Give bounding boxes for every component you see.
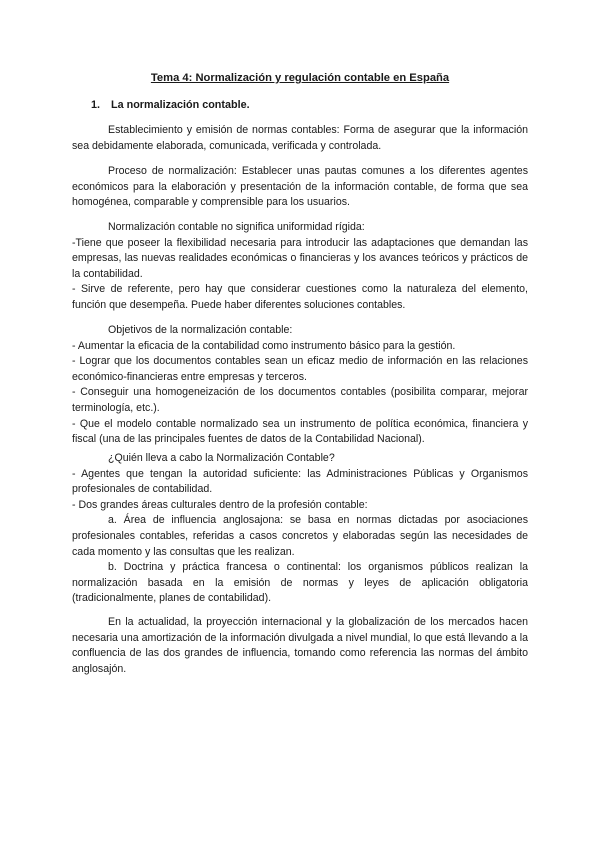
- paragraph-intro: Objetivos de la normalización contable:: [108, 324, 293, 336]
- paragraph-text: Establecimiento y emisión de normas contables: Forma de asegurar que la información sea debidamente elaborada, comunicada, verificada y controlada.: [72, 124, 528, 152]
- paragraph-proceso: [72, 164, 528, 211]
- list-item: - Lograr que los documentos contables sean un eficaz medio de información en las relaciones económico-financieras entre empresas y terceros.: [72, 355, 528, 383]
- paragraph-intro: ¿Quién lleva a cabo la Normalización Contable?: [108, 452, 335, 464]
- paragraph-text: En la actualidad, la proyección internacional y la globalización de los mercados hacen necesaria una amortización de la información divulgada a nivel mundial, lo que está llevando a la confluencia de las dos grandes de influencia, tomando como referencia las normas del ámbito anglosajón.: [72, 616, 528, 675]
- list-item: - Conseguir una homogeneización de los documentos contables (posibilita comparar, mejorar terminología, etc.).: [72, 386, 528, 414]
- sub-list-item: b. Doctrina y práctica francesa o continental: los organismos públicos realizan la normalización basada en la emisión de normas y leyes de aplicación obligatoria (tradicionalmente, planes de contabilidad).: [72, 561, 528, 605]
- list-item: - Aumentar la eficacia de la contabilidad como instrumento básico para la gestión.: [72, 339, 456, 352]
- paragraph-text: Proceso de normalización: Establecer unas pautas comunes a los diferentes agentes económicos para la elaboración y presentación de la información contable, de forma que sea homogénea, comparable y comprensible para los usuarios.: [72, 165, 528, 209]
- section-title: La normalización contable.: [111, 99, 250, 111]
- list-item: -Tiene que poseer la flexibilidad necesaria para introducir las adaptaciones que demandan las empresas, las nuevas realidades económicas o financieras y los avances teóricos y prácticos de la contabilidad.: [72, 236, 528, 280]
- list-item: - Dos grandes áreas culturales dentro de la profesión contable:: [72, 498, 368, 511]
- sub-list-item: a. Área de influencia anglosajona: se basa en normas dictadas por asociaciones profesionales contables, referidas a casos concretos y elaboradas según las necesidades de cada momento y las consultas que les realizan.: [72, 514, 528, 558]
- paragraph-actualidad: [72, 615, 528, 677]
- paragraph-objetivos: [72, 323, 528, 448]
- paragraph-intro: Normalización contable no significa uniformidad rígida:: [108, 221, 365, 233]
- list-item: - Agentes que tengan la autoridad suficiente: las Administraciones Públicas y Organismos profesionales de contabilidad.: [72, 467, 528, 496]
- document-title: Tema 4: Normalización y regulación contable en España: [150, 72, 450, 84]
- paragraph-uniformidad: [72, 220, 528, 314]
- paragraph-establecimiento: [72, 123, 528, 154]
- section-number: 1.: [91, 99, 101, 111]
- paragraph-quien: [72, 451, 528, 607]
- list-item: - Que el modelo contable normalizado sea un instrumento de política económica, financiera y fiscal (una de las principales fuentes de datos de la Contabilidad Nacional).: [72, 417, 528, 446]
- list-item: - Sirve de referente, pero hay que considerar cuestiones como la naturaleza del elemento, función que desempeña. Puede haber diferentes soluciones contables.: [72, 283, 528, 311]
- section-heading: [91, 98, 250, 113]
